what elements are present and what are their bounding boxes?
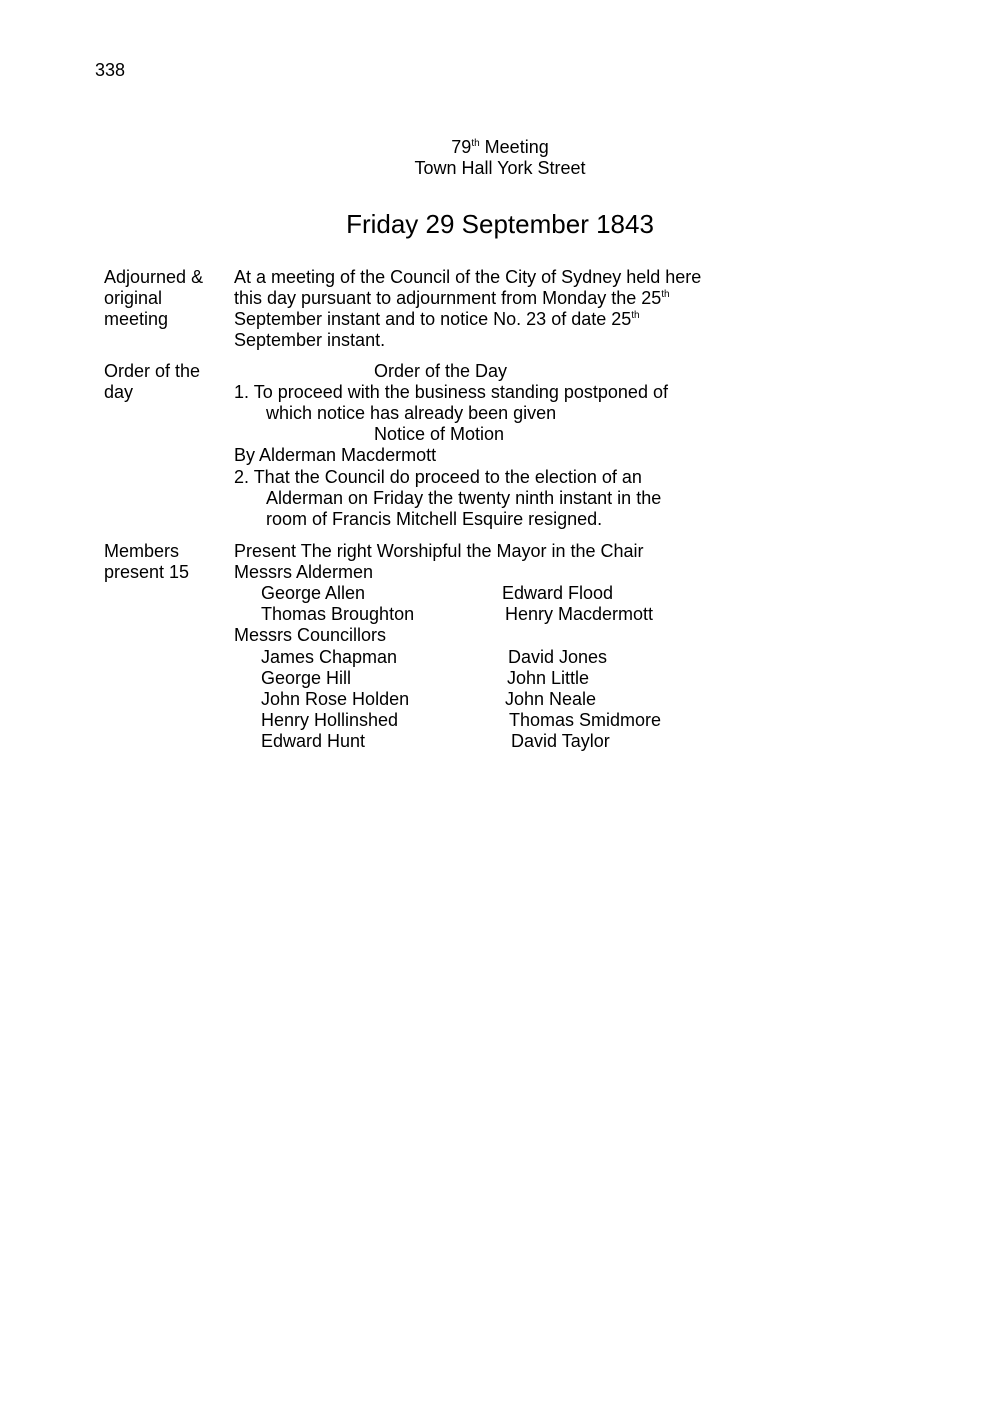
councillor-name: David Jones	[508, 647, 608, 667]
margin-note-line: Order of the	[104, 361, 201, 381]
present-line: Present The right Worshipful the Mayor in the Chair	[234, 541, 644, 561]
order-item-2-line-2: Alderman on Friday the twenty ninth instant in the	[266, 488, 662, 508]
margin-note-line: day	[104, 382, 134, 402]
margin-note-line: original	[104, 288, 163, 308]
adjourned-line-2-text: this day pursuant to adjournment from Monday the 25	[234, 288, 662, 308]
adjourned-line-3	[234, 309, 640, 330]
adjourned-line-2-suffix: th	[661, 289, 670, 300]
adjourned-line-1: At a meeting of the Council of the City of Sydney held here	[234, 267, 702, 287]
motion-by: By Alderman Macdermott	[234, 445, 437, 465]
margin-note-line: present 15	[104, 562, 190, 582]
alderman-name: Henry Macdermott	[505, 604, 654, 624]
notice-heading: Notice of Motion	[374, 424, 505, 444]
councillor-name: George Hill	[261, 668, 352, 688]
margin-note-adjourned	[104, 267, 224, 330]
order-item-2-line-1: 2. That the Council do proceed to the election of an	[234, 467, 642, 487]
councillor-name: Thomas Smidmore	[509, 710, 662, 730]
councillor-name: John Rose Holden	[261, 689, 410, 709]
alderman-name: Thomas Broughton	[261, 604, 415, 624]
margin-note-line: Adjourned &	[104, 267, 204, 287]
meeting-venue: Town Hall York Street	[414, 158, 586, 178]
councillors-heading: Messrs Councillors	[234, 625, 387, 645]
order-item-1-line-2: which notice has already been given	[266, 403, 557, 423]
meeting-word: Meeting	[484, 137, 549, 157]
order-item-2-line-3: room of Francis Mitchell Esquire resigned.	[266, 509, 603, 529]
alderman-name: Edward Flood	[502, 583, 614, 603]
meeting-number-value: 79	[451, 137, 472, 157]
councillor-name: John Neale	[505, 689, 597, 709]
councillor-name: David Taylor	[511, 731, 610, 751]
councillor-name: James Chapman	[261, 647, 398, 667]
margin-note-line: Members	[104, 541, 180, 561]
meeting-number-suffix: th	[471, 138, 480, 149]
page-number: 338	[95, 60, 126, 80]
meeting-date: Friday 29 September 1843	[346, 209, 654, 239]
margin-note-members	[104, 541, 224, 583]
aldermen-heading: Messrs Aldermen	[234, 562, 374, 582]
councillor-name: Henry Hollinshed	[261, 710, 399, 730]
adjourned-line-4: September instant.	[234, 330, 386, 350]
adjourned-line-2	[234, 288, 670, 309]
order-heading: Order of the Day	[374, 361, 508, 381]
margin-note-order	[104, 361, 224, 403]
order-item-1-line-1: 1. To proceed with the business standing postponed of	[234, 382, 668, 402]
councillor-name: John Little	[507, 668, 590, 688]
margin-note-line: meeting	[104, 309, 169, 329]
meeting-number	[0, 137, 1000, 158]
councillor-name: Edward Hunt	[261, 731, 366, 751]
adjourned-line-3-text: September instant and to notice No. 23 of date 25	[234, 309, 632, 329]
alderman-name: George Allen	[261, 583, 366, 603]
adjourned-line-3-suffix: th	[631, 310, 640, 321]
